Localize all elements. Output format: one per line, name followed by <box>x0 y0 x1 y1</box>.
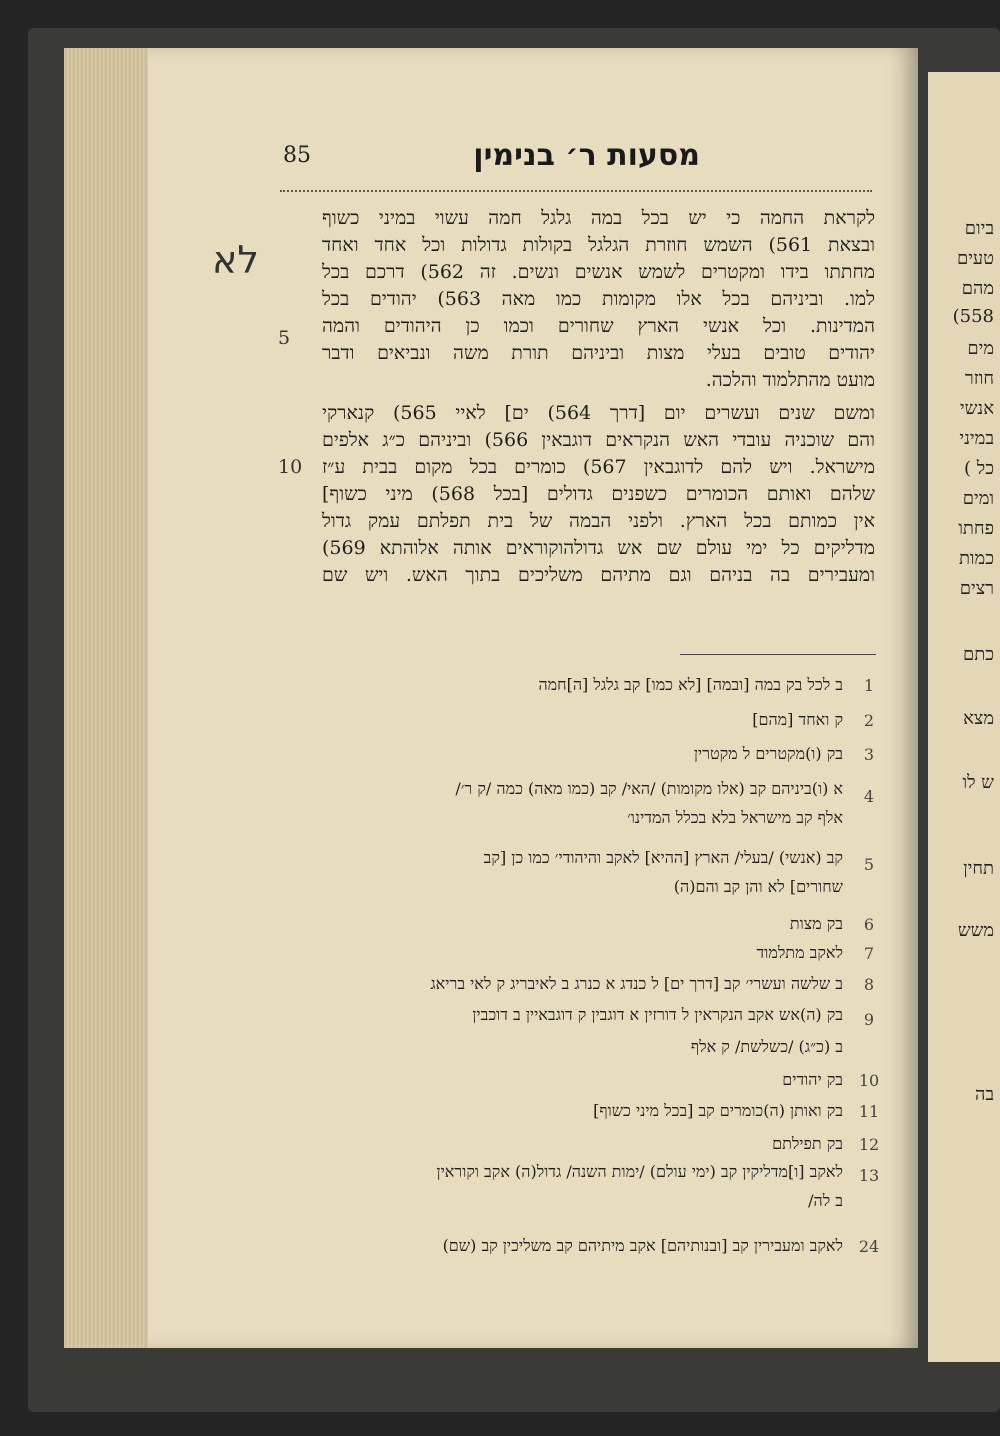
line-number: 10 <box>278 456 303 478</box>
note-number: 6 <box>863 915 875 934</box>
facing-page-word: בה <box>974 1084 994 1105</box>
facing-page-word: מצא <box>963 708 994 729</box>
note-number: 2 <box>863 711 875 730</box>
facing-page-word: ומים <box>962 488 994 509</box>
text-line: מחתתו בידו ומקטרים לשמש אנשים ונשים. זה 562) דרכם בכל <box>322 261 875 283</box>
facing-page-word: טעים <box>956 248 994 269</box>
note-number: 5 <box>863 855 875 874</box>
text-line: ומשם שנים ועשרים יום [דרך 564) ים] לאיי 565) קנארקי <box>322 402 875 424</box>
note-number: 4 <box>863 787 875 806</box>
text-line: אין כמותם בכל הארץ. ולפני הבמה של בית תפלתם עמק גדול <box>322 510 875 532</box>
facing-page-word: ש לו <box>962 772 994 793</box>
facing-page-word: כתם <box>962 644 994 665</box>
facing-page-word: חוזר <box>964 368 994 389</box>
text-line: ובצאת 561) השמש חוזרת הגלגל בקולות גדולות וכל אחד ואחד <box>322 234 875 256</box>
facing-page-word: רצים <box>959 578 994 599</box>
note-number: 13 <box>858 1166 880 1185</box>
page-edges <box>64 48 150 1348</box>
marginal-mark: לא <box>212 238 259 282</box>
note-line: לאקב [ו]מדליקין קב (ימי עולם) /ימות השנה/ גדול(ה) אקב וקוראין <box>436 1162 843 1181</box>
running-title: מסעות ר׳ בנימין <box>473 138 700 173</box>
note-line: ב (כ״ג) /כשלשת/ ק אלף <box>690 1037 843 1056</box>
facing-page-word: פחתו <box>958 518 994 539</box>
note-number: 10 <box>858 1071 880 1090</box>
note-number: 8 <box>863 975 875 994</box>
note-line: קב (אנשי) /בעלי/ הארץ [ההיא] לאקב והיהודי׳ כמו כן [קב <box>483 848 843 867</box>
note-number: 11 <box>858 1102 880 1121</box>
facing-page-word: במיני <box>959 428 994 449</box>
facing-page-word: מים <box>967 338 994 359</box>
note-number: 1 <box>863 676 875 695</box>
facing-page-edge <box>928 72 1000 1362</box>
text-line: ומעבירים בה בניהם וגם מתיהם משליכים בתוך האש. ויש שם <box>322 564 875 586</box>
facing-page-word: ביום <box>964 218 994 239</box>
text-line: למו. וביניהם בכל אלו מקומות כמו מאה 563) יהודים בכל <box>322 288 875 310</box>
note-line: ב לה/ <box>808 1191 843 1210</box>
facing-page-word: תחין <box>963 858 994 879</box>
note-line: אלף קב מישראל בלא בכלל המדינו׳ <box>627 808 843 827</box>
note-line: בק (ה)אש אקב הנקראין ל דורזין א דוגבין ק דוגבאיין ב דוכבין <box>472 1005 843 1024</box>
note-number: 7 <box>863 944 875 963</box>
note-line: א (ו)ביניהם קב (אלו מקומות) /האי/ קב (כמו מאה) כמה /ק ר׳/ <box>455 779 843 798</box>
facing-page-word: אנשי <box>959 398 994 419</box>
note-number: 24 <box>858 1237 880 1256</box>
facing-page-word: כמות <box>958 548 994 569</box>
note-number: 9 <box>863 1010 875 1029</box>
facing-page-word: כל ) <box>964 458 994 479</box>
text-line: המדינות. וכל אנשי הארץ שחורים וכמו כן היהודים והמה <box>322 315 875 337</box>
facing-page-word: מהם <box>961 278 994 299</box>
note-line: ב לכל בק במה [ובמה] [לא כמו] קב גלגל [ה]חמה <box>538 675 843 694</box>
note-line: בק יהודים <box>782 1070 843 1089</box>
note-line: לאקב מתלמוד <box>756 943 843 962</box>
facing-page-word: משש <box>957 920 994 941</box>
text-line: שלהם ואותם הכומרים כשפנים גדולים [בכל 568) מיני כשוף] <box>322 483 875 505</box>
note-line: ק ואחד [מהם] <box>752 710 843 729</box>
note-line: לאקב ומעבירין קב [ובנותיהם] אקב מיתיהם קב משליכין קב (שם) <box>442 1236 843 1255</box>
note-line: בק תפילתם <box>772 1134 843 1153</box>
text-line: יהודים טובים בעלי מצות וביניהם תורת משה ונביאים ודבר <box>322 342 875 364</box>
text-line: מועט מהתלמוד והלכה. <box>705 369 875 391</box>
note-line: בק מצות <box>789 914 843 933</box>
header-rule <box>280 184 872 192</box>
note-number: 12 <box>858 1135 880 1154</box>
note-line: בק ואותן (ה)כומרים קב [בכל מיני כשוף] <box>593 1101 843 1120</box>
notes-rule <box>680 654 876 655</box>
page-number: 85 <box>283 143 311 168</box>
text-line: לקראת החמה כי יש בכל במה גלגל חמה עשוי במיני כשוף <box>322 207 875 229</box>
line-number: 5 <box>278 327 291 349</box>
note-line: שחורים] לא והן קב והם(ה) <box>673 877 843 896</box>
text-line: והם שוכניה עובדי האש הנקראים דוגבאין 566) וביניהם כ״ג אלפים <box>322 429 875 451</box>
text-line: מישראל. ויש להם לדוגבאין 567) כומרים בכל מקום בבית ע״ז <box>322 456 875 478</box>
note-line: בק (ו)מקטרים ל מקטרין <box>693 744 843 763</box>
note-line: ב שלשה ועשרי׳ קב [דרך ים] ל כנדג א כנרג ב לאיבריג ק לאי בריאג <box>430 974 843 993</box>
text-line: מדליקים כל ימי עולם שם אש גדולהוקוראים אותה אלוהתא 569) <box>322 537 875 559</box>
note-number: 3 <box>863 745 875 764</box>
facing-page-word: 558) <box>952 306 994 327</box>
